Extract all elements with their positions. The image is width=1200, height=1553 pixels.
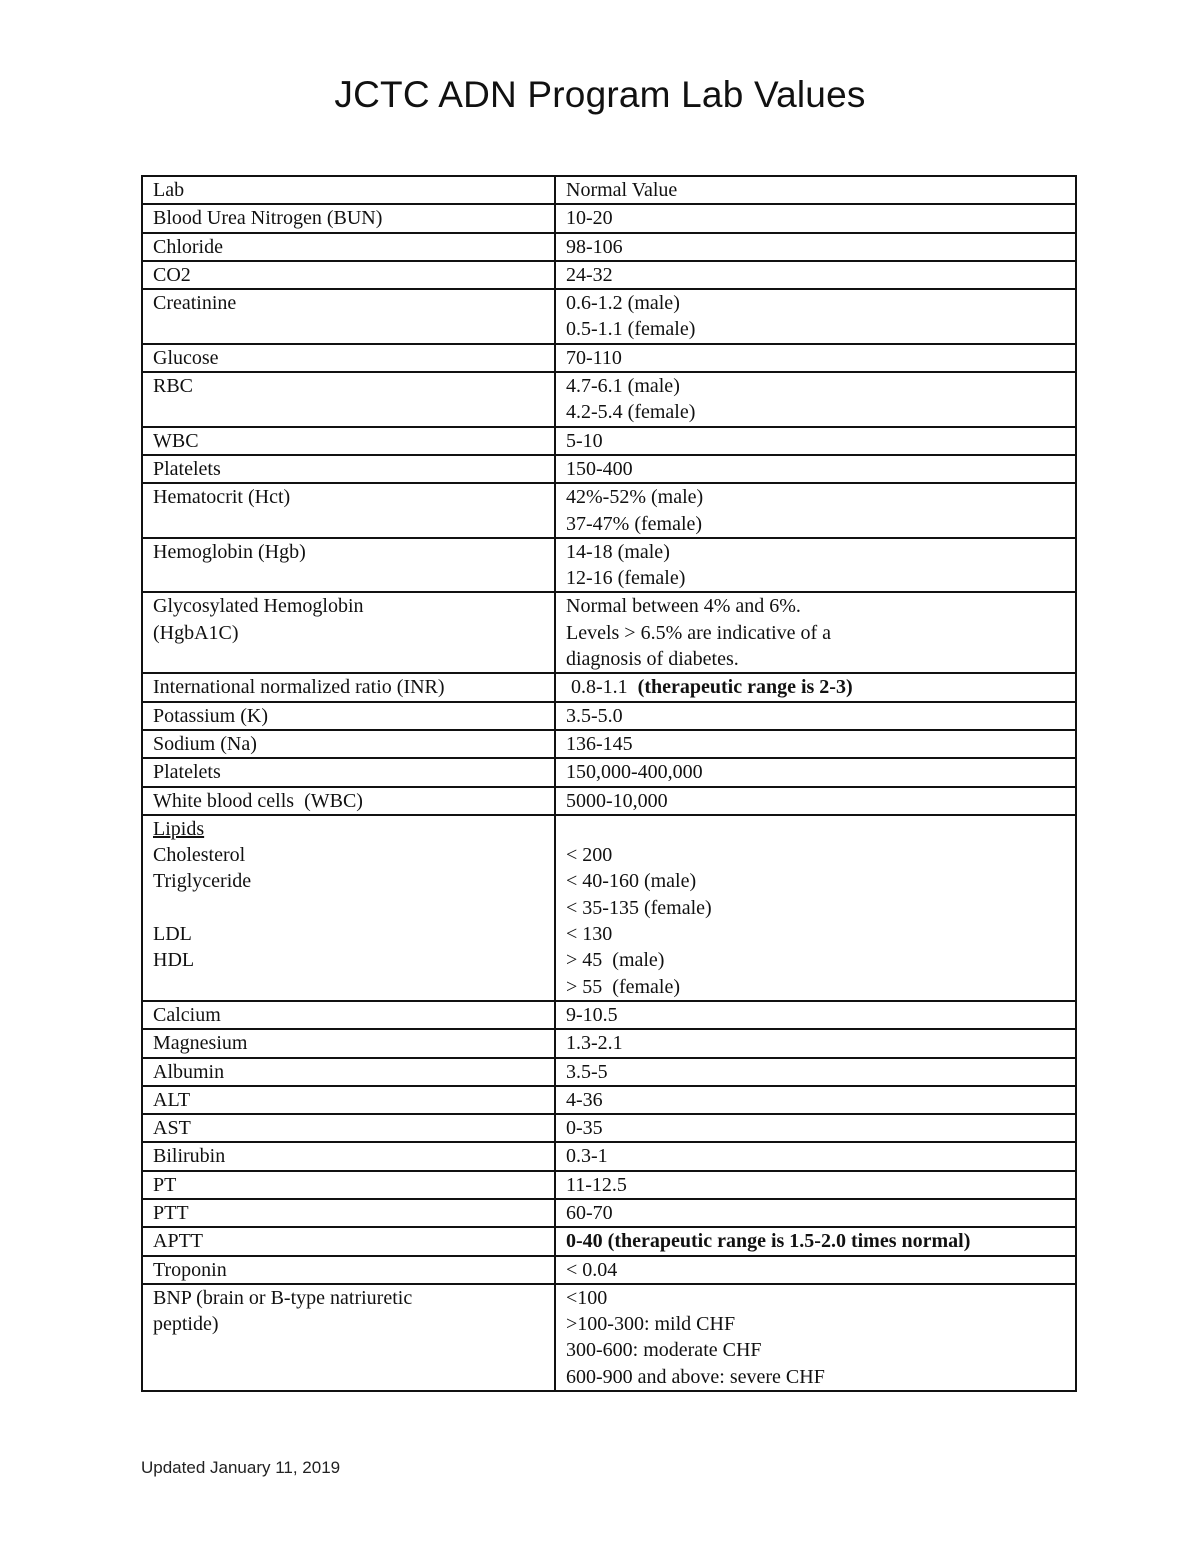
value-male: 42%-52% (male) — [566, 486, 704, 509]
lab-name: Hemoglobin (Hgb) — [142, 538, 555, 593]
lab-name-line: LDL — [153, 923, 192, 946]
column-header-normal-value: Normal Value — [555, 176, 1076, 204]
value-line: <100 — [566, 1286, 608, 1309]
lab-value: 11-12.5 — [555, 1171, 1076, 1199]
table-header-row — [142, 176, 1076, 204]
lab-name: PT — [142, 1171, 555, 1199]
lab-name-line: BNP (brain or B-type natriuretic — [153, 1286, 413, 1309]
lab-name: Bilirubin — [142, 1142, 555, 1170]
spacer-line — [153, 895, 550, 921]
lab-value: 3.5-5.0 — [555, 702, 1076, 730]
value-line: < 130 — [566, 923, 613, 946]
value-male: > 45 (male) — [566, 949, 665, 972]
table-row — [142, 204, 1076, 232]
table-row — [142, 372, 1076, 427]
lab-name: Glucose — [142, 344, 555, 372]
lab-value: 3.5-5 — [555, 1058, 1076, 1086]
table-row — [142, 427, 1076, 455]
table-row — [142, 233, 1076, 261]
table-row — [142, 730, 1076, 758]
value-range: 0.8-1.1 — [566, 676, 638, 699]
value-line: diagnosis of diabetes. — [566, 648, 739, 671]
value-female: < 35-135 (female) — [566, 896, 712, 919]
value-male: < 40-160 (male) — [566, 870, 697, 893]
lab-name: Troponin — [142, 1256, 555, 1284]
lab-name: Magnesium — [142, 1029, 555, 1057]
lab-value — [555, 538, 1076, 593]
table-row — [142, 592, 1076, 673]
lab-value — [555, 1284, 1076, 1391]
value-range: 0-40 — [566, 1230, 608, 1253]
table-row — [142, 1227, 1076, 1255]
spacer-line — [566, 816, 1071, 842]
lab-value: 24-32 — [555, 261, 1076, 289]
updated-date-footer: Updated January 11, 2019 — [141, 1458, 341, 1477]
value-line: >100-300: mild CHF — [566, 1313, 736, 1336]
lab-value: 10-20 — [555, 204, 1076, 232]
lab-name-line: (HgbA1C) — [153, 621, 239, 644]
lab-value — [555, 483, 1076, 538]
lab-name: Albumin — [142, 1058, 555, 1086]
column-header-lab: Lab — [142, 176, 555, 204]
lab-value: < 0.04 — [555, 1256, 1076, 1284]
lab-value: 5000-10,000 — [555, 787, 1076, 815]
value-female: 0.5-1.1 (female) — [566, 318, 696, 341]
lab-name — [142, 592, 555, 673]
lab-name: International normalized ratio (INR) — [142, 673, 555, 701]
lab-name: APTT — [142, 1227, 555, 1255]
lab-value — [555, 673, 1076, 701]
lab-name: ALT — [142, 1086, 555, 1114]
lab-name: White blood cells (WBC) — [142, 787, 555, 815]
value-line: 600-900 and above: severe CHF — [566, 1365, 825, 1388]
lab-value — [555, 372, 1076, 427]
lab-name: WBC — [142, 427, 555, 455]
lab-value: 5-10 — [555, 427, 1076, 455]
table-row — [142, 1199, 1076, 1227]
table-row — [142, 344, 1076, 372]
therapeutic-range-note: (therapeutic range is 1.5-2.0 times normal) — [607, 1230, 971, 1253]
lab-name-line: Triglyceride — [153, 870, 252, 893]
value-female: 4.2-5.4 (female) — [566, 401, 696, 424]
lab-name — [142, 1284, 555, 1391]
value-female: 37-47% (female) — [566, 512, 703, 535]
lipids-heading: Lipids — [153, 817, 205, 840]
table-row — [142, 289, 1076, 344]
lab-value: 1.3-2.1 — [555, 1029, 1076, 1057]
table-row — [142, 1086, 1076, 1114]
lab-value: 60-70 — [555, 1199, 1076, 1227]
table-row — [142, 1171, 1076, 1199]
lab-value: 150-400 — [555, 455, 1076, 483]
table-row — [142, 1001, 1076, 1029]
value-line: Levels > 6.5% are indicative of a — [566, 621, 832, 644]
value-line: < 200 — [566, 844, 613, 867]
table-row — [142, 1114, 1076, 1142]
value-female: > 55 (female) — [566, 975, 681, 998]
table-row — [142, 815, 1076, 1001]
table-row — [142, 455, 1076, 483]
lab-name-line: HDL — [153, 949, 195, 972]
lab-name: Sodium (Na) — [142, 730, 555, 758]
lab-value — [555, 815, 1076, 1001]
lab-name — [142, 815, 555, 1001]
table-row — [142, 702, 1076, 730]
lab-name: Potassium (K) — [142, 702, 555, 730]
lab-name-line: Cholesterol — [153, 844, 246, 867]
lab-name-line: Glycosylated Hemoglobin — [153, 595, 364, 618]
table-row — [142, 673, 1076, 701]
lab-name-line: peptide) — [153, 1313, 219, 1336]
lab-name: Hematocrit (Hct) — [142, 483, 555, 538]
lab-name: Calcium — [142, 1001, 555, 1029]
value-line: 300-600: moderate CHF — [566, 1339, 762, 1362]
table-row — [142, 1284, 1076, 1391]
table-row — [142, 758, 1076, 786]
lab-value: 150,000-400,000 — [555, 758, 1076, 786]
table-row — [142, 261, 1076, 289]
table-row — [142, 1142, 1076, 1170]
table-row — [142, 1029, 1076, 1057]
page-title: JCTC ADN Program Lab Values — [334, 74, 866, 115]
lab-name: Platelets — [142, 455, 555, 483]
lab-value — [555, 1227, 1076, 1255]
lab-value: 70-110 — [555, 344, 1076, 372]
table-row — [142, 483, 1076, 538]
table-row — [142, 1058, 1076, 1086]
lab-name: PTT — [142, 1199, 555, 1227]
value-line: Normal between 4% and 6%. — [566, 595, 801, 618]
lab-value: 4-36 — [555, 1086, 1076, 1114]
value-male: 4.7-6.1 (male) — [566, 375, 680, 398]
lab-value: 9-10.5 — [555, 1001, 1076, 1029]
lab-value: 0.3-1 — [555, 1142, 1076, 1170]
lab-value: 136-145 — [555, 730, 1076, 758]
lab-name: CO2 — [142, 261, 555, 289]
lab-value: 0-35 — [555, 1114, 1076, 1142]
lab-value — [555, 592, 1076, 673]
table-row — [142, 1256, 1076, 1284]
value-female: 12-16 (female) — [566, 567, 686, 590]
value-male: 0.6-1.2 (male) — [566, 292, 680, 315]
table-row — [142, 787, 1076, 815]
lab-name: RBC — [142, 372, 555, 427]
lab-name: Creatinine — [142, 289, 555, 344]
lab-value — [555, 289, 1076, 344]
table-row — [142, 538, 1076, 593]
value-male: 14-18 (male) — [566, 540, 670, 563]
lab-name: Platelets — [142, 758, 555, 786]
lab-name: AST — [142, 1114, 555, 1142]
lab-values-table — [141, 175, 1077, 1392]
lab-name: Blood Urea Nitrogen (BUN) — [142, 204, 555, 232]
therapeutic-range-note: (therapeutic range is 2-3) — [637, 676, 853, 699]
lab-value: 98-106 — [555, 233, 1076, 261]
lab-name: Chloride — [142, 233, 555, 261]
